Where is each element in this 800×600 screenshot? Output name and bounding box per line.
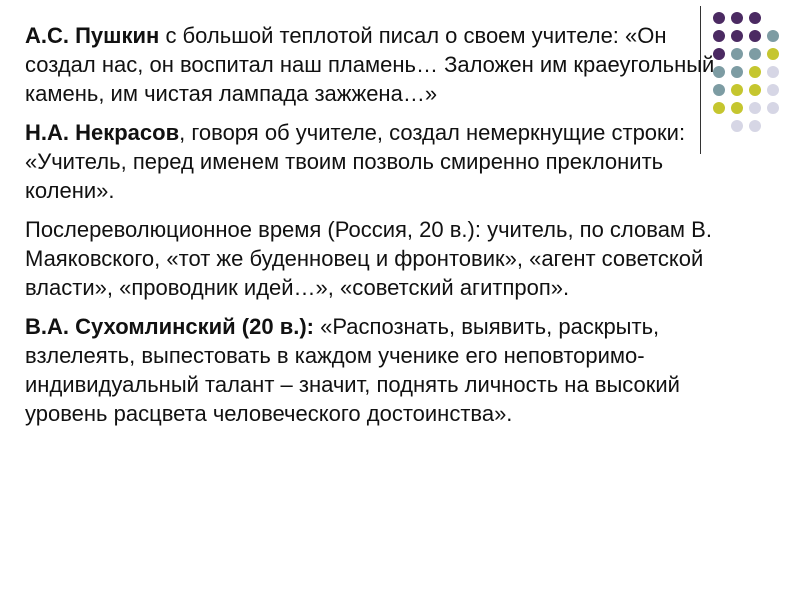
decor-dot [731,12,743,24]
slide-body [25,21,730,438]
quote-sukhomlinsky: «Распознать, выявить, раскрыть, взлелеять, выпестовать в каждом ученике его неповторимо-индивидуальный талант – значит, поднять личность на высокий уровень расцвета человеческого достоинства». [25,314,680,426]
decor-dot [749,66,761,78]
decor-dot [731,120,743,132]
decor-dot [767,84,779,96]
decor-dot [731,48,743,60]
quote-pushkin: с большой теплотой писал о своем учителе: «Он создал нас, он воспитал наш пламень… Заложен им краеугольный камень, им чистая лампада зажжена…» [25,23,715,106]
decor-dot [767,30,779,42]
decor-dot [749,48,761,60]
paragraph-post-revolution [25,215,730,302]
decor-dot [731,30,743,42]
paragraph-pushkin [25,21,730,108]
name-sukhomlinsky: В.А. Сухомлинский (20 в.): [25,314,315,339]
name-nekrasov: Н.А. Некрасов [25,120,180,145]
decor-dot [749,30,761,42]
decor-dot [731,66,743,78]
decor-dot [767,66,779,78]
paragraph-nekrasov [25,118,730,205]
decor-dot [767,102,779,114]
quote-nekrasov: , говоря об учителе, создал немеркнущие строки: «Учитель, перед именем твоим позволь смиренно преклонить колени». [25,120,686,203]
decor-dot [767,48,779,60]
decor-dot [749,84,761,96]
name-pushkin: А.С. Пушкин [25,23,160,48]
decor-dot [731,102,743,114]
paragraph-sukhomlinsky [25,312,730,428]
post-revolution-text: Послереволюционное время (Россия, 20 в.): учитель, по словам В. Маяковского, «тот же буденновец и фронтовик», «агент советской власти», «проводник идей…», «советский агитпроп». [25,217,712,300]
decor-dot [731,84,743,96]
decor-dot [749,12,761,24]
decor-dot [749,120,761,132]
decor-dot [749,102,761,114]
